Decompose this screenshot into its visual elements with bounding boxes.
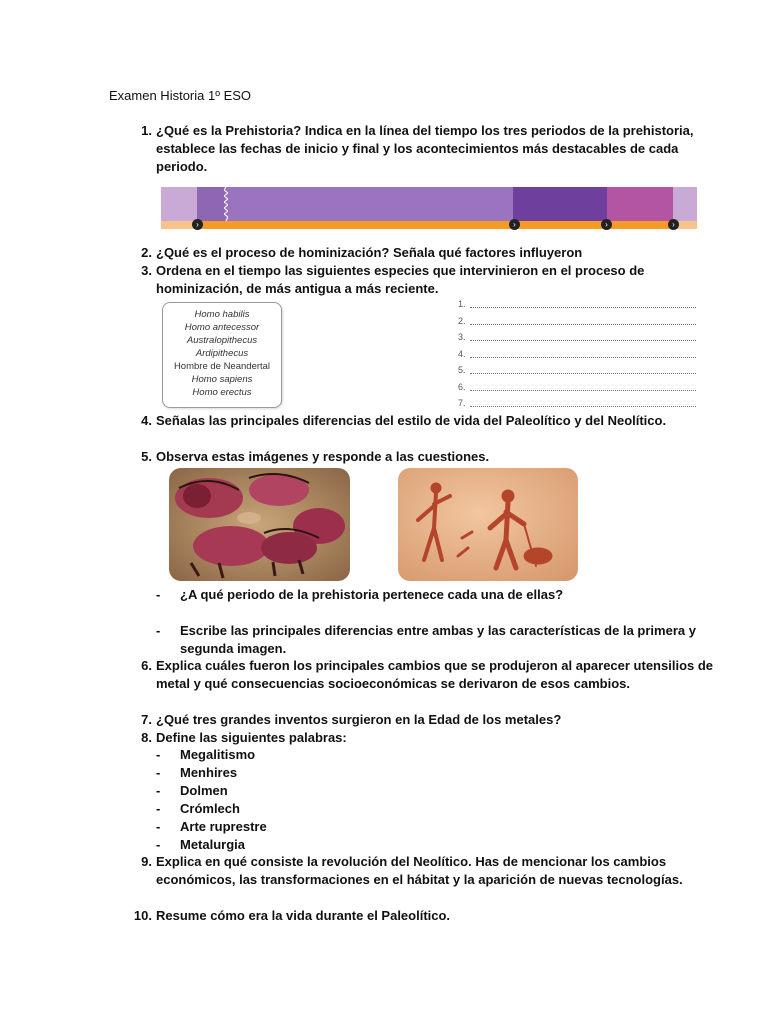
question-number: 7. [141, 712, 152, 727]
question-3 [141, 262, 716, 298]
answer-number: 6. [458, 381, 466, 392]
dash-marker: - [156, 801, 161, 816]
species-item: Homo antecessor [184, 322, 260, 333]
question-text: Define las siguientes palabras: [156, 730, 347, 745]
question-number: 4. [141, 413, 152, 428]
question-6 [141, 657, 716, 693]
question-4 [141, 412, 716, 430]
dash-marker: - [156, 587, 161, 602]
species-item: Homo habilis [194, 309, 250, 320]
timeline-break-icon [224, 187, 228, 221]
term-text: Metalurgia [180, 837, 246, 852]
term-text: Arte ruprestre [180, 819, 267, 834]
cave-painting-figures-image [398, 468, 578, 581]
timeline-segment [513, 187, 607, 221]
timeline-segment [607, 187, 673, 221]
answer-line [458, 380, 698, 397]
term-text: Crómlech [180, 801, 240, 816]
timeline-segment [197, 187, 225, 221]
answer-number: 7. [458, 398, 466, 408]
question-text: ¿Qué tres grandes inventos surgieron en la Edad de los metales? [156, 712, 562, 727]
prehistory-timeline [161, 187, 697, 231]
question-number: 3. [141, 263, 152, 278]
dash-marker: - [156, 819, 161, 834]
answer-number: 1. [458, 299, 466, 309]
question-text: Explica cuáles fueron los principales cambios que se produjeron al aparecer utensilios de metal y qué consecuencias socioeconómicas se derivaron de esos cambios. [156, 658, 714, 691]
term-text: Menhires [180, 765, 238, 780]
question-10 [133, 907, 716, 925]
question-number: 2. [141, 245, 152, 260]
species-item: Homo sapiens [191, 374, 253, 385]
timeline-orange-bar [161, 221, 697, 229]
answer-line [458, 330, 698, 347]
exam-title: Examen Historia 1º ESO [109, 88, 252, 103]
term-text: Megalitismo [180, 747, 256, 762]
dash-marker: - [156, 783, 161, 798]
timeline-marker-icon: › [509, 219, 520, 230]
timeline-marker-icon: › [601, 219, 612, 230]
answer-line [458, 297, 698, 314]
answer-number: 4. [458, 348, 466, 359]
answer-lines [458, 297, 698, 413]
species-item: Homo erectus [192, 387, 252, 398]
answer-number: 3. [458, 332, 466, 342]
answer-line [458, 314, 698, 331]
answer-line [458, 396, 698, 413]
question-9 [141, 853, 716, 889]
question-number: 5. [141, 449, 152, 464]
question-1 [141, 122, 716, 176]
term-text: Dolmen [180, 783, 228, 798]
q5-sub-text: ¿A qué periodo de la prehistoria pertenece cada una de ellas? [180, 587, 564, 602]
timeline-segment [225, 187, 513, 221]
answer-line [458, 347, 698, 364]
question-text: Ordena en el tiempo las siguientes especies que intervinieron en el proceso de hominización, de más antigua a más reciente. [156, 263, 645, 296]
question-number: 10. [133, 908, 152, 923]
dash-marker: - [156, 623, 161, 638]
timeline-segment [161, 187, 197, 221]
species-item: Hombre de Neandertal [173, 361, 271, 372]
dash-marker: - [156, 837, 161, 852]
question-text: Resume cómo era la vida durante el Paleolítico. [156, 908, 451, 923]
dash-marker: - [156, 747, 161, 762]
question-number: 9. [141, 854, 152, 869]
question-number: 8. [141, 730, 152, 745]
question-8 [141, 729, 716, 747]
dash-marker: - [156, 765, 161, 780]
species-item: Ardipithecus [195, 348, 249, 359]
species-box [162, 302, 282, 408]
question-text: ¿Qué es el proceso de hominización? Señala qué factores influyeron [156, 245, 583, 260]
answer-number: 5. [458, 365, 466, 375]
q5-sub-text: Escribe las principales diferencias entre ambas y las características de la primera y segunda imagen. [180, 623, 696, 656]
question-text: ¿Qué es la Prehistoria? Indica en la línea del tiempo los tres periodos de la prehistoria, establece las fechas de inicio y final y los acontecimientos más destacables de cada periodo. [156, 123, 694, 174]
timeline-marker-icon: › [668, 219, 679, 230]
question-number: 6. [141, 658, 152, 673]
question-number: 1. [141, 123, 152, 138]
question-2 [141, 244, 716, 262]
answer-line [458, 363, 698, 380]
question-text: Observa estas imágenes y responde a las cuestiones. [156, 449, 490, 464]
answer-number: 2. [458, 315, 466, 326]
question-text: Señalas las principales diferencias del estilo de vida del Paleolítico y del Neolítico. [156, 413, 667, 428]
question-7 [141, 711, 716, 729]
timeline-segment [673, 187, 697, 221]
cave-painting-bison-image [169, 468, 350, 581]
timeline-marker-icon: › [192, 219, 203, 230]
species-item: Australopithecus [186, 335, 258, 346]
question-text: Explica en qué consiste la revolución del Neolítico. Has de mencionar los cambios económicos, las transformaciones en el hábitat y la aparición de nuevas tecnologías. [156, 854, 683, 887]
question-5 [141, 448, 716, 466]
